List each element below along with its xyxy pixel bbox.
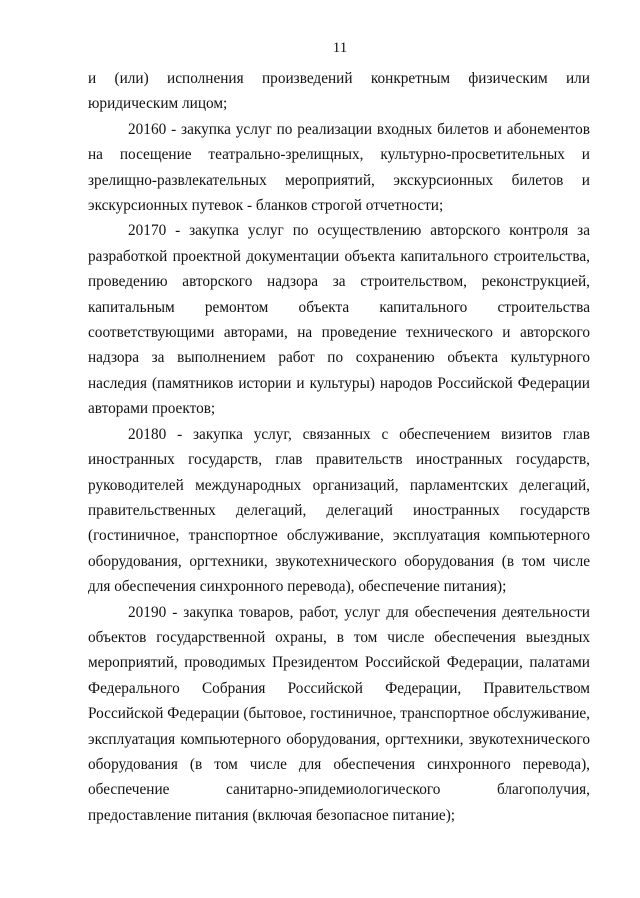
document-body (88, 66, 590, 828)
paragraph-20190: 20190 - закупка товаров, работ, услуг для обеспечения деятельности объектов государственной охраны, в том числе обеспечения выездных мероприятий, проводимых Президентом Российской Федерации, палатами Федерального Собрания Российской Федерации, Правительством Российской Федерации (бытовое, гостиничное, транспортное обслуживание, эксплуатация компьютерного оборудования, оргтехники, звукотехнического оборудования (в том числе для обеспечения синхронного перевода), обеспечение санитарно-эпидемиологического благополучия, предоставление питания (включая безопасное питание); (88, 603, 590, 824)
paragraph-20170: 20170 - закупка услуг по осуществлению авторского контроля за разработкой проектной документации объекта капитального строительства, проведению авторского надзора за строительством, реконструкцией, капитальным ремонтом объекта капитального строительства соответствующими авторами, на проведение технического и авторского надзора за выполнением работ по сохранению объекта культурного наследия (памятников истории и культуры) народов Российской Федерации авторами проектов; (88, 222, 590, 418)
paragraph-20160: 20160 - закупка услуг по реализации входных билетов и абонементов на посещение театрально-зрелищных, культурно-просветительных и зрелищно-развлекательных мероприятий, экскурсионных билетов и экскурсионных путевок - бланков строгой отчетности; (88, 120, 590, 215)
page-number: 11 (332, 40, 348, 56)
paragraph-continuation: и (или) исполнения произведений конкретным физическим или юридическим лицом; (88, 70, 590, 113)
paragraph-20180: 20180 - закупка услуг, связанных с обеспечением визитов глав иностранных государств, глав правительств иностранных государств, руководителей международных организаций, парламентских делегаций, правительственных делегаций, делегаций иностранных государств (гостиничное, транспортное обслуживание, эксплуатация компьютерного оборудования, оргтехники, звукотехнического оборудования (в том числе для обеспечения синхронного перевода), обеспечение питания); (88, 425, 590, 596)
